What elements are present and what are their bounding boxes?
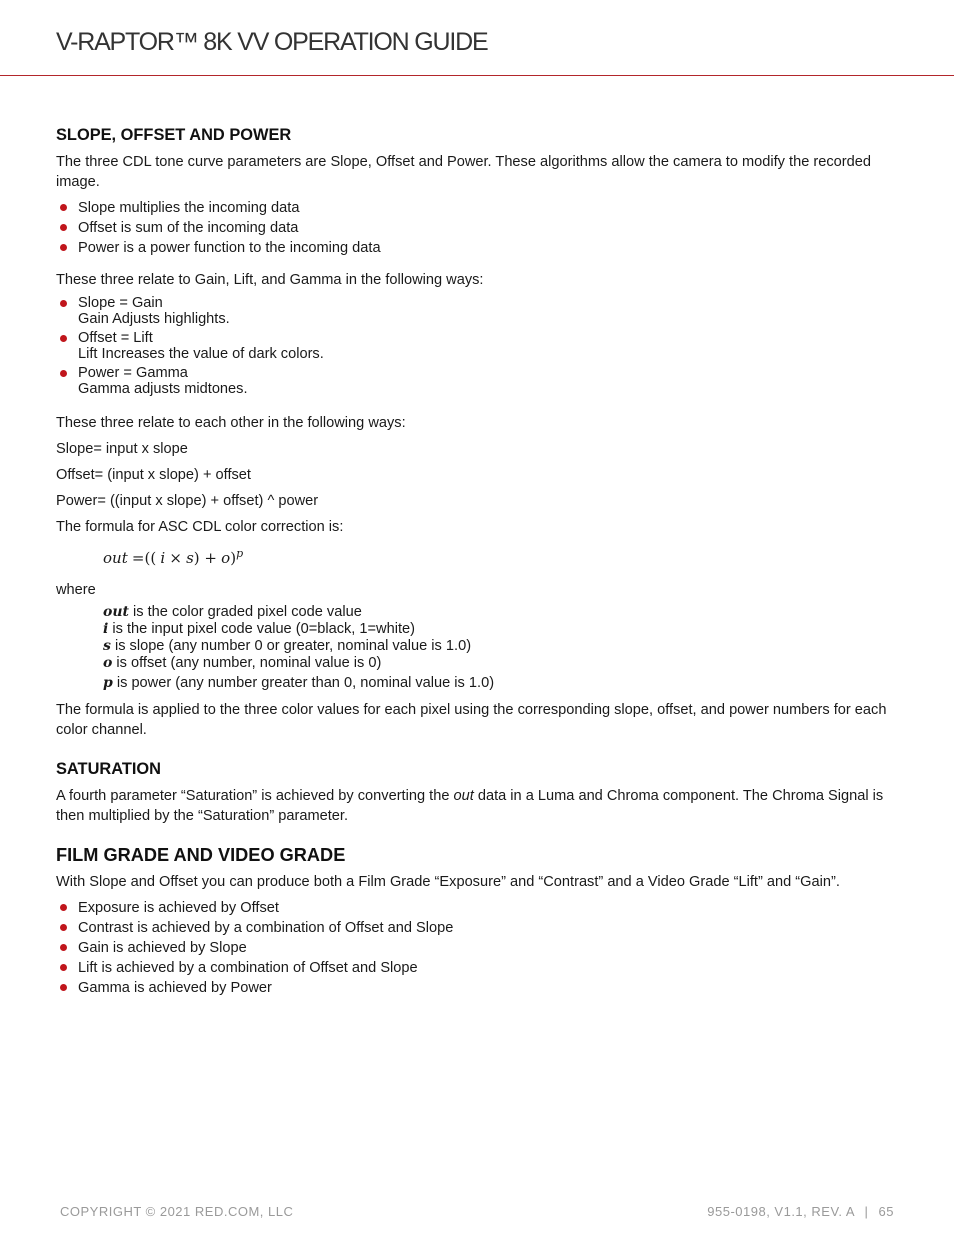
symbol-s: s	[103, 638, 111, 654]
formula-plus: ) +	[193, 549, 217, 567]
list-item: Slope multiplies the incoming data	[56, 198, 898, 218]
formula-close: )	[230, 549, 237, 567]
where-label: where	[56, 582, 96, 598]
list-item: Gain is achieved by Slope	[56, 938, 898, 958]
formula-intro: The formula for ASC CDL color correction is:	[56, 519, 344, 535]
relation-line: Slope = Gain	[78, 295, 163, 311]
each-other-intro: These three relate to each other in the following ways:	[56, 415, 406, 431]
definition-row	[103, 621, 898, 638]
footer-separator: |	[864, 1204, 869, 1219]
list-item: Contrast is achieved by a combination of Offset and Slope	[56, 918, 898, 938]
definition-row	[103, 638, 898, 655]
formula-s: s	[186, 549, 194, 567]
symbol-o: o	[103, 655, 113, 671]
saturation-text-before: A fourth parameter “Saturation” is achieved by converting the	[56, 788, 454, 804]
relation-line: Offset = Lift	[78, 330, 153, 346]
relation-description: Lift Increases the value of dark colors.	[78, 345, 324, 362]
list-item	[56, 331, 898, 362]
definition-text: is offset (any number, nominal value is 0)	[112, 655, 382, 671]
relation-line: Power = Gamma	[78, 365, 188, 381]
page-content	[56, 124, 898, 1010]
formula-closing: The formula is applied to the three color values for each pixel using the corresponding slope, offset, and power numbers for each color channel.	[56, 702, 887, 738]
page-number: 65	[878, 1204, 894, 1219]
relation-list	[56, 296, 898, 397]
grade-bullet-list	[56, 898, 898, 998]
definition-row	[103, 655, 898, 672]
definition-row	[103, 604, 898, 621]
footer-copyright: COPYRIGHT © 2021 RED.COM, LLC	[60, 1204, 294, 1219]
grade-intro: With Slope and Offset you can produce both a Film Grade “Exposure” and “Contrast” and a Video Grade “Lift” and “Gain”.	[56, 874, 840, 890]
formula-o: o	[221, 549, 231, 567]
footer-page-info	[707, 1202, 894, 1222]
equation-power: Power= ((input x slope) + offset) ^ power	[56, 493, 319, 509]
formula-eq: =((	[131, 549, 157, 567]
list-item: Offset is sum of the incoming data	[56, 218, 898, 238]
section-heading-saturation: SATURATION	[56, 760, 162, 778]
list-item	[56, 366, 898, 397]
formula-times: ×	[169, 549, 182, 567]
cdl-formula	[103, 543, 898, 570]
document-title: V-RAPTOR™ 8K VV OPERATION GUIDE	[56, 28, 488, 56]
list-item: Gamma is achieved by Power	[56, 978, 898, 998]
list-item: Exposure is achieved by Offset	[56, 898, 898, 918]
saturation-text-after: data in a Luma and Chroma component. The Chroma Signal is then multiplied by the “Saturation” parameter.	[56, 788, 884, 824]
equation-offset: Offset= (input x slope) + offset	[56, 467, 251, 483]
saturation-text	[56, 786, 898, 826]
formula-p: p	[236, 547, 244, 560]
list-item: Lift is achieved by a combination of Offset and Slope	[56, 958, 898, 978]
symbol-out: out	[103, 604, 129, 620]
header-divider	[0, 75, 954, 76]
definition-text: is power (any number greater than 0, nominal value is 1.0)	[112, 675, 495, 691]
saturation-text-emphasis: out	[453, 788, 474, 804]
definition-row	[103, 675, 898, 692]
footer-doc-id: 955-0198, V1.1, REV. A	[707, 1204, 855, 1219]
relation-description: Gain Adjusts highlights.	[78, 310, 230, 327]
formula-i: i	[160, 549, 166, 567]
sop-intro: The three CDL tone curve parameters are Slope, Offset and Power. These algorithms allow the camera to modify the recorded image.	[56, 154, 871, 190]
variable-definitions	[103, 604, 898, 692]
section-heading-film-video-grade: FILM GRADE AND VIDEO GRADE	[56, 845, 346, 865]
definition-text: is the color graded pixel code value	[128, 604, 362, 620]
relate-intro: These three relate to Gain, Lift, and Gamma in the following ways:	[56, 272, 484, 288]
definition-text: is slope (any number 0 or greater, nominal value is 1.0)	[110, 638, 472, 654]
symbol-p: p	[103, 675, 113, 691]
equation-slope: Slope= input x slope	[56, 441, 188, 457]
list-item	[56, 296, 898, 327]
list-item: Power is a power function to the incoming data	[56, 238, 898, 258]
formula-out: out	[103, 549, 128, 567]
section-heading-slope-offset-power: SLOPE, OFFSET AND POWER	[56, 126, 292, 144]
symbol-i: i	[103, 621, 109, 637]
sop-bullet-list	[56, 198, 898, 258]
definition-text: is the input pixel code value (0=black, 1=white)	[108, 621, 415, 637]
relation-description: Gamma adjusts midtones.	[78, 380, 248, 397]
